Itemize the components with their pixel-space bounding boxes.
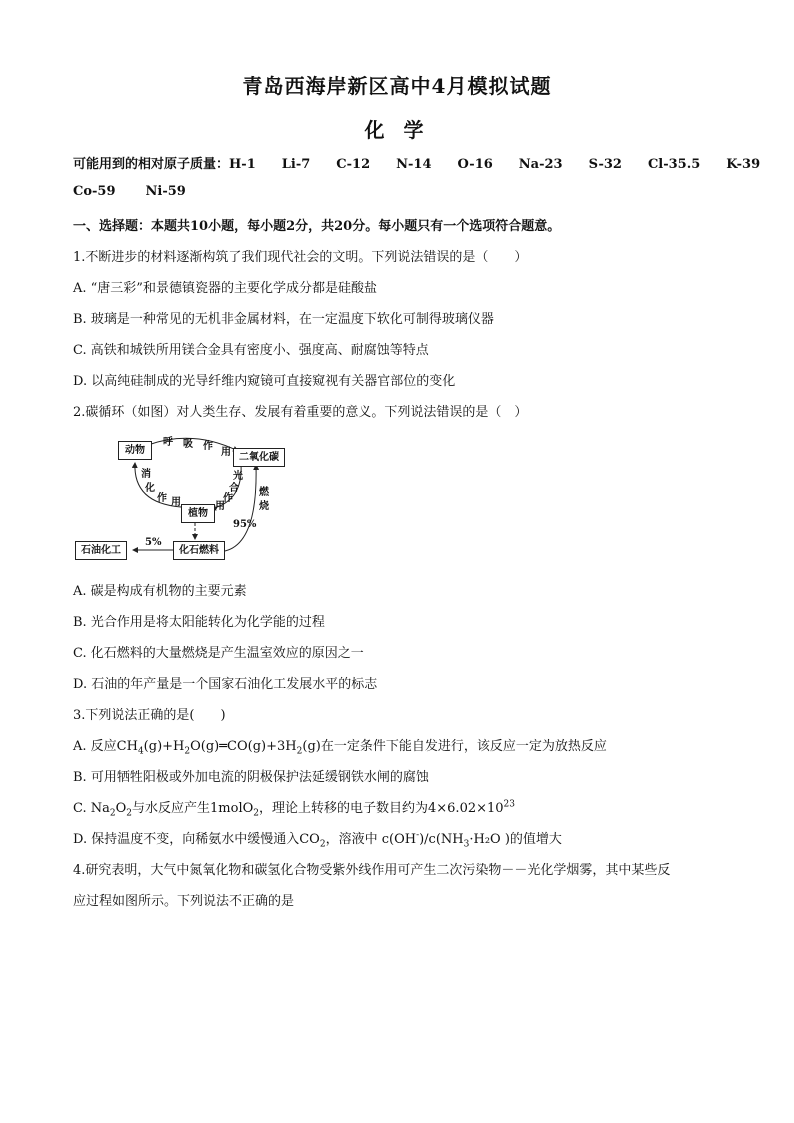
q1-stem: 1.不断进步的材料逐渐构筑了我们现代社会的文明。下列说法错误的是（ ） [73,250,528,265]
label-photosynthesis-4: 用 [215,501,225,512]
q2-option-d: D. 石油的年产量是一个国家石油化工发展水平的标志 [73,677,378,692]
label-photosynthesis-1: 光 [233,471,243,482]
mass-item: N-14 [396,157,432,172]
mass-item: Li-7 [281,157,311,172]
mass-item: H-1 [229,157,256,172]
mass-item: Cl-35.5 [647,157,701,172]
box-co2: 二氧化碳 [233,448,285,467]
q3-stem: 3.下列说法正确的是( ) [73,708,226,723]
label-digestion-1: 消 [141,469,151,480]
atomic-masses-label: 可能用到的相对原子质量： [73,157,230,172]
exam-subject: 化 学 [364,118,430,142]
q3-option-b: B. 可用牺牲阳极或外加电流的阴极保护法延缓钢铁水闸的腐蚀 [73,770,429,785]
label-digestion-3: 作 [157,493,167,504]
mass-item: O-16 [457,157,493,172]
box-fossil-fuel: 化石燃料 [173,541,225,560]
q3-option-a: A. 反应$CH_4(g)+H_2O(g)═CO(g)+3H_2(g)$在一定条件下能自发进行，该反应一定为放热反应 [73,739,607,757]
q4-stem-line1: 4.研究表明，大气中氮氧化物和碳氢化合物受紫外线作用可产生二次污染物－－光化学烟雾，其中某些反 [73,863,671,878]
label-respiration-2: 吸 [183,439,193,450]
q2-stem: 2.碳循环（如图）对人类生存、发展有着重要的意义。下列说法错误的是（ ） [73,405,528,420]
atomic-masses-line1 [73,153,760,172]
mass-item: S-32 [588,157,622,172]
label-photosynthesis-3: 作 [223,493,233,504]
label-95-percent: 95% [233,519,257,530]
label-digestion-2: 化 [145,483,155,494]
q3-option-c: C. $Na_2O_2$与水反应产生1molO$_2$，理论上转移的电子数目约为$4\times 6.02\times 10^{23}$ [73,799,515,819]
mass-item: Ni-59 [145,184,186,199]
q1-option-c: C. 高铁和城铁所用镁合金具有密度小、强度高、耐腐蚀等特点 [73,343,429,358]
section-heading: 一、选择题：本题共10小题，每小题2分，共20分。每小题只有一个选项符合题意。 [73,219,561,234]
box-animal: 动物 [118,441,152,460]
q3-option-d: D. 保持温度不变，向稀氨水中缓慢通入$CO_2$，溶液中 $c(OH^-)/c(NH_3\cdot H_2O$ )的值增大 [73,830,562,850]
mass-item: K-39 [726,157,761,172]
exam-title: 青岛西海岸新区高中4月模拟试题 [242,74,552,98]
box-plant: 植物 [181,504,215,523]
label-respiration-4: 用 [221,447,231,458]
q1-option-a: A. “唐三彩”和景德镇瓷器的主要化学成分都是硅酸盐 [73,281,377,296]
label-5-percent: 5% [145,537,162,548]
q1-option-b: B. 玻璃是一种常见的无机非金属材料，在一定温度下软化可制得玻璃仪器 [73,312,494,327]
q2-option-a: A. 碳是构成有机物的主要元素 [73,584,247,599]
q2-option-c: C. 化石燃料的大量燃烧是产生温室效应的原因之一 [73,646,364,661]
label-respiration-1: 呼 [163,437,173,448]
mass-item: C-12 [336,157,371,172]
q1-option-d: D. 以高纯硅制成的光导纤维内窥镜可直接窥视有关器官部位的变化 [73,374,456,389]
q2-option-b: B. 光合作用是将太阳能转化为化学能的过程 [73,615,325,630]
mass-item: Co-59 [73,184,116,199]
box-petrochemical: 石油化工 [75,541,127,560]
mass-item: Na-23 [518,157,563,172]
label-combustion-1: 燃 [259,487,269,498]
label-photosynthesis-2: 合 [229,483,239,494]
q4-stem-line2: 应过程如图所示。下列说法不正确的是 [73,894,295,909]
atomic-masses-line2 [73,184,186,199]
label-combustion-2: 烧 [259,501,269,512]
carbon-cycle-diagram [73,433,305,563]
label-respiration-3: 作 [203,441,213,452]
label-digestion-4: 用 [171,497,181,508]
